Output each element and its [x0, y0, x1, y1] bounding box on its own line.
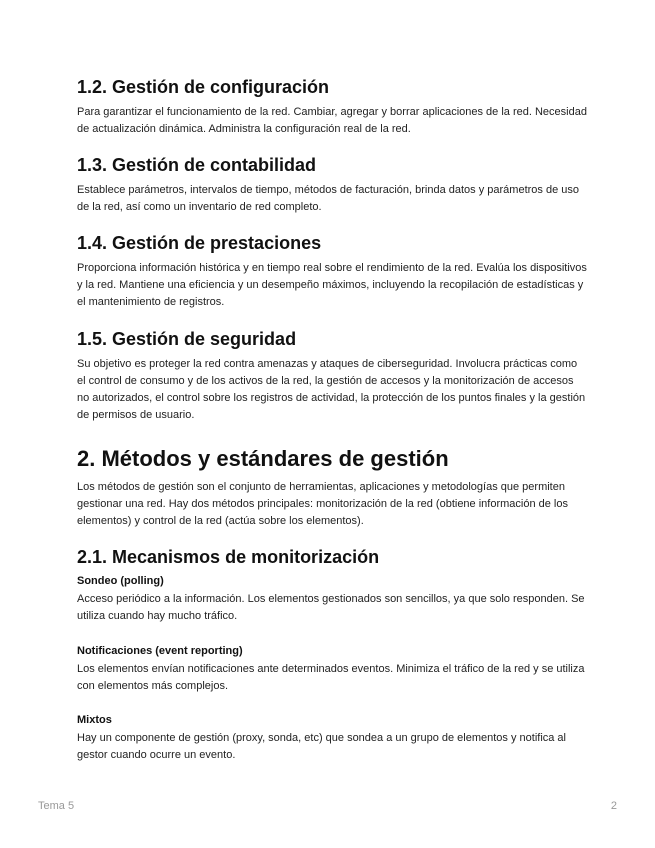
paragraph-gestion-prestaciones: Proporciona información histórica y en tiempo real sobre el rendimiento de la red. Evalúa los dispositivos y la red. Mantiene una eficiencia y un desempeño máximos, incluyendo la recopilación de estadísticas y el mantenimiento de registros.	[77, 262, 587, 308]
heading-metodos-estandares: 2. Métodos y estándares de gestión	[77, 446, 449, 471]
heading-gestion-prestaciones: 1.4. Gestión de prestaciones	[77, 233, 322, 253]
mechanism-title-notificaciones: Notificaciones (event reporting)	[77, 645, 243, 657]
paragraph-gestion-seguridad: Su objetivo es proteger la red contra amenazas y ataques de ciberseguridad. Involucra prácticas como el control de consumo y de los activos de la red, la gestión de accesos y la monitorización de accesos no autorizados, el control sobre los registros de actividad, la protección de los puntos finales y la gestión de permisos de usuario.	[77, 358, 586, 421]
paragraph-gestion-contabilidad: Establece parámetros, intervalos de tiempo, métodos de facturación, brinda datos y parámetros de uso de la red, así como un inventario de red completo.	[77, 184, 579, 213]
mechanism-text-sondeo: Acceso periódico a la información. Los elementos gestionados son sencillos, ya que solo responden. Se utiliza cuando hay mucho tráfico.	[77, 593, 585, 622]
footer-chapter-label: Tema 5	[38, 800, 75, 812]
mechanism-text-notificaciones: Los elementos envían notificaciones ante determinados eventos. Minimiza el tráfico de la red y se utiliza con elementos más complejos.	[77, 663, 585, 692]
mechanism-text-mixtos: Hay un componente de gestión (proxy, sonda, etc) que sondea a un grupo de elementos y notifica al gestor cuando ocurre un evento.	[77, 732, 566, 761]
paragraph-metodos-estandares: Los métodos de gestión son el conjunto de herramientas, aplicaciones y metodologías que permiten gestionar una red. Hay dos métodos principales: monitorización de la red (obtiene información de los elementos) y control de la red (actúa sobre los elementos).	[77, 481, 568, 527]
heading-mecanismos-monitorizacion: 2.1. Mecanismos de monitorización	[77, 547, 380, 567]
mechanism-title-sondeo: Sondeo (polling)	[77, 575, 164, 587]
paragraph-gestion-configuracion: Para garantizar el funcionamiento de la red. Cambiar, agregar y borrar aplicaciones de la red. Necesidad de actualización dinámica. Administra la configuración real de la red.	[77, 106, 587, 135]
footer-page-number: 2	[610, 800, 617, 812]
heading-gestion-configuracion: 1.2. Gestión de configuración	[77, 77, 330, 97]
heading-gestion-contabilidad: 1.3. Gestión de contabilidad	[77, 155, 317, 175]
mechanism-title-mixtos: Mixtos	[77, 714, 112, 726]
heading-gestion-seguridad: 1.5. Gestión de seguridad	[77, 329, 297, 349]
